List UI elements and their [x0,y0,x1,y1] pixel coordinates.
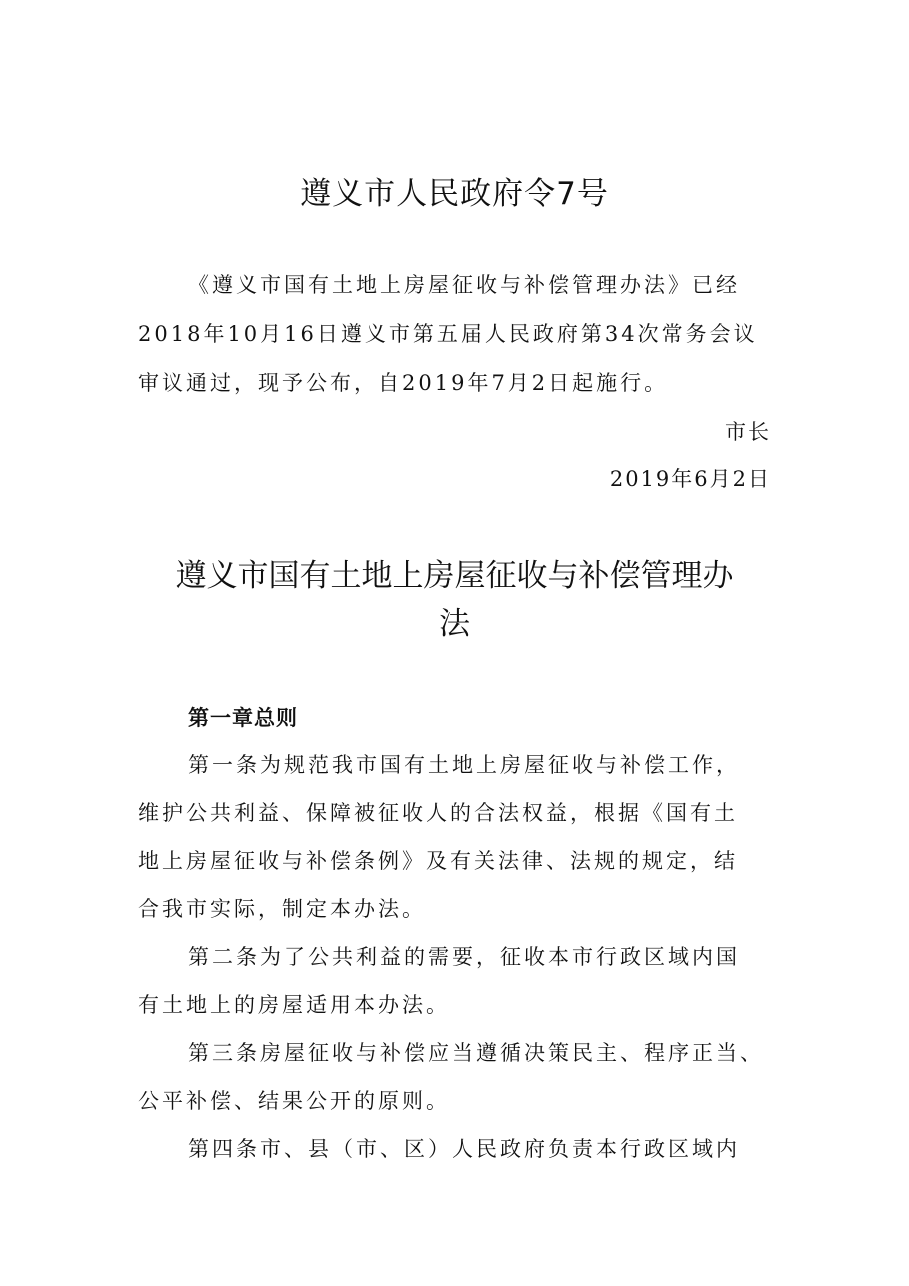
article-line: 公平补偿、结果公开的原则。 [138,1089,450,1113]
decree-body-line: 审议通过，现予公布，自2019年7月2日起施行。 [138,371,669,395]
decree-body-line: 2018年10月16日遵义市第五届人民政府第34次常务会议 [138,322,758,346]
article-line: 维护公共利益、保障被征收人的合法权益，根据《国有土 [138,801,738,825]
decree-title: 遵义市人民政府令7号 [300,176,609,212]
article-line: 第三条房屋征收与补偿应当遵循决策民主、程序正当、 [188,1041,764,1065]
measures-title-line-1: 遵义市国有土地上房屋征收与补偿管理办 [175,558,734,594]
article-line: 第二条为了公共利益的需要，征收本市行政区域内国 [188,945,740,969]
decree-signer: 市长 [725,420,771,444]
article-line: 有土地上的房屋适用本办法。 [138,993,450,1017]
article-line: 地上房屋征收与补偿条例》及有关法律、法规的规定，结 [138,849,738,873]
chapter-heading: 第一章总则 [188,706,298,730]
article-line: 第四条市、县（市、区）人民政府负责本行政区域内 [188,1137,740,1161]
decree-body-line: 《遵义市国有土地上房屋征收与补偿管理办法》已经 [188,273,740,297]
decree-date: 2019年6月2日 [609,467,771,491]
article-line: 合我市实际，制定本办法。 [138,897,426,921]
article-line: 第一条为规范我市国有土地上房屋征收与补偿工作， [188,753,740,777]
measures-title-line-2: 法 [439,606,470,642]
